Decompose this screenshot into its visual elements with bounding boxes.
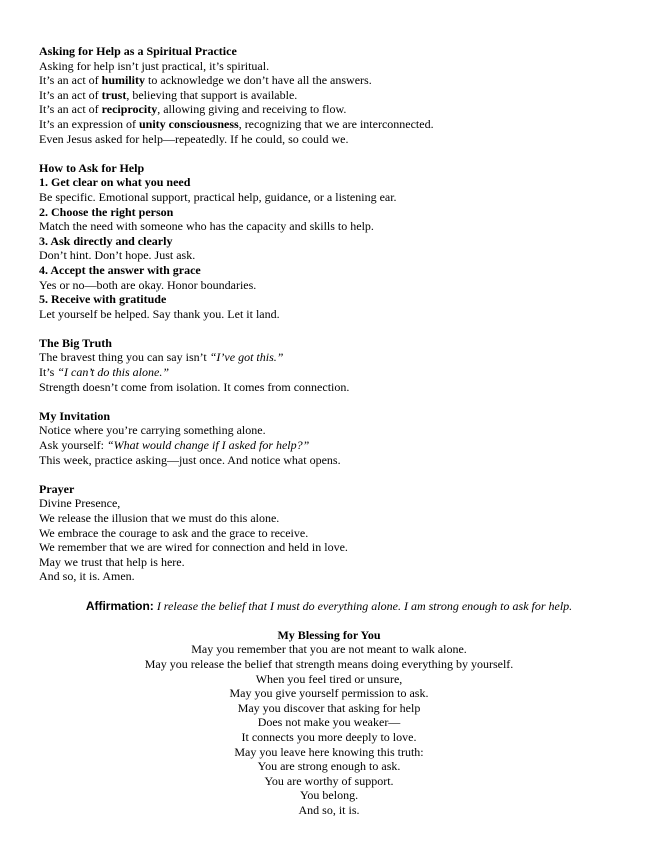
bold-term: reciprocity	[101, 102, 158, 117]
paragraph-line: Even Jesus asked for help—repeatedly. If he could, so could we.	[39, 131, 349, 146]
text-span: Ask yourself:	[39, 438, 107, 453]
affirmation-label: Affirmation:	[85, 598, 154, 613]
section-heading: My Invitation	[39, 408, 111, 423]
text-span: It’s an act of	[39, 102, 102, 117]
prayer-line: Divine Presence,	[39, 496, 121, 511]
section-heading: How to Ask for Help	[39, 160, 145, 175]
step-body: Let yourself be helped. Say thank you. Let it land.	[39, 306, 280, 321]
act-line	[39, 88, 619, 103]
step-title: 3. Ask directly and clearly	[39, 233, 173, 248]
act-line	[39, 117, 619, 132]
prayer-line: We embrace the courage to ask and the grace to receive.	[39, 525, 309, 540]
prayer-line: We remember that we are wired for connection and held in love.	[39, 540, 348, 555]
italic-quote: “I can’t do this alone.”	[57, 365, 170, 380]
section-invitation	[39, 409, 619, 467]
section-heading: Asking for Help as a Spiritual Practice	[39, 44, 237, 58]
prayer-line: We release the illusion that we must do this alone.	[39, 511, 280, 525]
section-blessing	[39, 628, 619, 818]
text-span: It’s an expression of	[39, 116, 139, 131]
blessing-line: May you give yourself permission to ask.	[229, 686, 429, 701]
blessing-line: May you discover that asking for help	[237, 700, 421, 715]
document-page	[39, 44, 619, 817]
blessing-line: When you feel tired or unsure,	[255, 671, 403, 686]
affirmation	[39, 599, 619, 614]
blessing-line: And so, it is.	[298, 802, 360, 817]
paragraph-line: This week, practice asking—just once. And notice what opens.	[39, 452, 341, 467]
section-heading: My Blessing for You	[277, 627, 381, 642]
italic-quote: “What would change if I asked for help?”	[107, 438, 310, 453]
blessing-line: May you release the belief that strength means doing everything by yourself.	[144, 656, 514, 671]
step-body: Match the need with someone who has the capacity and skills to help.	[39, 219, 374, 234]
paragraph-line	[39, 438, 619, 453]
prayer-line: May we trust that help is here.	[39, 554, 185, 569]
section-how-to-ask	[39, 161, 619, 322]
affirmation-text: I release the belief that I must do everything alone. I am strong enough to ask for help.	[156, 598, 573, 613]
section-heading: Prayer	[39, 481, 75, 496]
paragraph-line: Strength doesn’t come from isolation. It comes from connection.	[39, 379, 350, 394]
section-heading: The Big Truth	[39, 335, 112, 350]
step-body: Don’t hint. Don’t hope. Just ask.	[39, 248, 196, 263]
blessing-line: It connects you more deeply to love.	[241, 729, 417, 744]
section-spiritual-practice	[39, 44, 619, 146]
paragraph-line	[39, 365, 619, 380]
text-span: , allowing giving and receiving to flow.	[157, 102, 347, 117]
italic-quote: “I’ve got this.”	[209, 350, 284, 365]
text-span: to acknowledge we don’t have all the answers.	[145, 73, 372, 88]
paragraph-line: Asking for help isn’t just practical, it’s spiritual.	[39, 58, 270, 73]
prayer-line: And so, it is. Amen.	[39, 569, 135, 584]
text-span: It’s	[39, 365, 58, 380]
bold-term: humility	[101, 73, 145, 88]
paragraph-line	[39, 350, 619, 365]
text-span: , recognizing that we are interconnected.	[238, 116, 434, 131]
step-title: 5. Receive with gratitude	[39, 292, 167, 307]
text-span: It’s an act of	[39, 87, 102, 102]
blessing-line: You are strong enough to ask.	[257, 759, 401, 774]
paragraph-line: Notice where you’re carrying something alone.	[39, 423, 266, 438]
step-body: Yes or no—both are okay. Honor boundaries.	[39, 277, 257, 292]
text-span: , believing that support is available.	[126, 87, 298, 102]
blessing-line: Does not make you weaker—	[257, 715, 401, 730]
section-prayer	[39, 482, 619, 584]
step-body: Be specific. Emotional support, practical help, guidance, or a listening ear.	[39, 189, 397, 204]
step-title: 1. Get clear on what you need	[39, 175, 191, 190]
text-span: The bravest thing you can say isn’t	[39, 350, 210, 365]
section-big-truth	[39, 336, 619, 394]
blessing-line: You belong.	[299, 788, 359, 803]
blessing-line: May you leave here knowing this truth:	[234, 744, 424, 759]
blessing-line: You are worthy of support.	[264, 773, 394, 788]
act-line	[39, 73, 619, 88]
bold-term: trust	[101, 87, 127, 102]
act-line	[39, 102, 619, 117]
step-title: 2. Choose the right person	[39, 204, 174, 219]
blessing-line: May you remember that you are not meant to walk alone.	[191, 642, 467, 657]
step-title: 4. Accept the answer with grace	[39, 262, 201, 277]
bold-term: unity consciousness	[138, 116, 239, 131]
text-span: It’s an act of	[39, 73, 102, 88]
